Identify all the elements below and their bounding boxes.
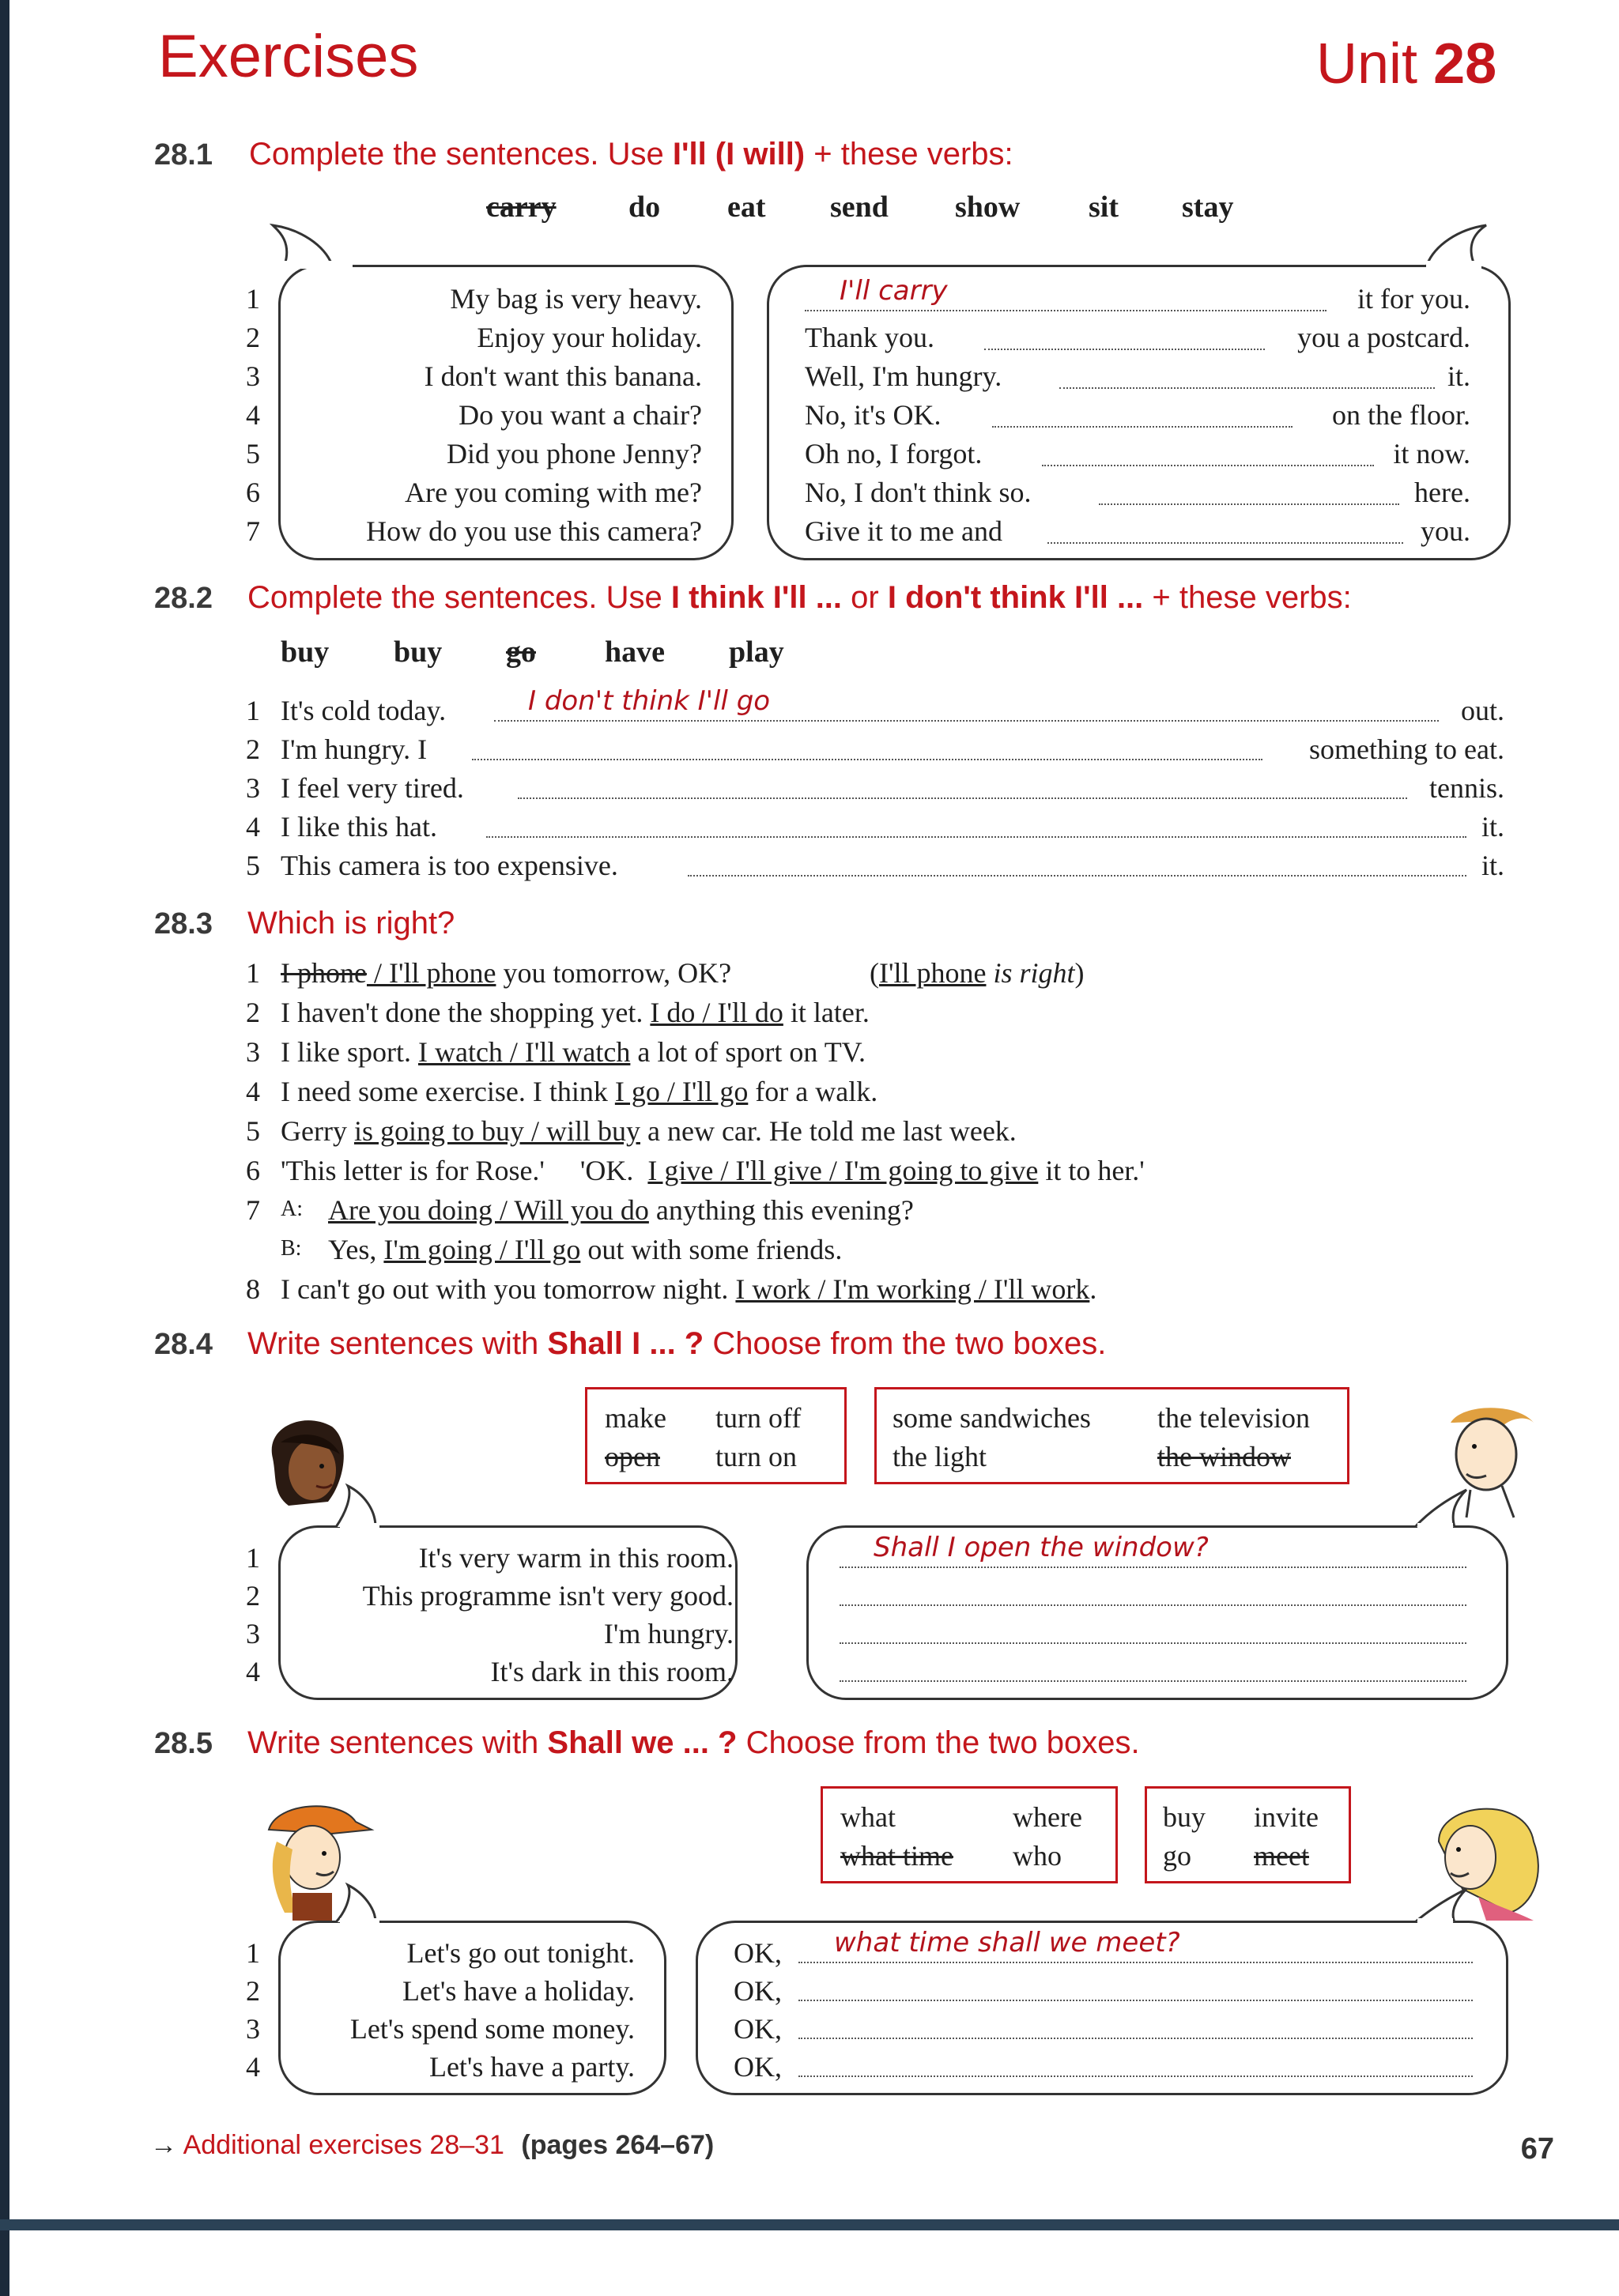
- additional-exercises-link[interactable]: [150, 2130, 714, 2161]
- item-number: 3: [246, 1036, 260, 1068]
- answer-line[interactable]: [798, 2075, 1473, 2077]
- page-edge-left: [0, 0, 9, 2296]
- ok-prefix: OK,: [734, 1937, 782, 1969]
- box-word: what: [840, 1801, 896, 1833]
- sentence-end: out.: [1460, 695, 1504, 726]
- verb-word: do: [628, 190, 661, 224]
- verb-word: play: [729, 635, 784, 669]
- response-start: No, I don't think so.: [805, 477, 1032, 508]
- ok-prefix: OK,: [734, 2051, 782, 2083]
- answer-line[interactable]: [486, 836, 1466, 838]
- response-end: on the floor.: [1332, 399, 1470, 431]
- sentence-end: it.: [1481, 811, 1504, 843]
- item-number: 5: [246, 850, 260, 881]
- speaker-label: A:: [281, 1197, 303, 1221]
- section-number-28-2: 28.2: [154, 582, 213, 615]
- response-end: it.: [1447, 360, 1470, 392]
- box-word: where: [1013, 1801, 1082, 1833]
- answer-line[interactable]: [840, 1604, 1466, 1606]
- item-number: 4: [246, 399, 260, 431]
- item-number: 7: [246, 515, 260, 547]
- answer-line[interactable]: [840, 1642, 1466, 1644]
- response-end: you.: [1421, 515, 1470, 547]
- choice-sentence: I need some exercise. I think I go / I'll go for a walk.: [281, 1076, 878, 1107]
- section-heading-28-2: Complete the sentences. Use I think I'll ... or I don't think I'll ... + these verbs:: [247, 580, 1352, 615]
- choice-sentence: I haven't done the shopping yet. I do / I'll do it later.: [281, 997, 870, 1028]
- item-number: 2: [246, 1580, 260, 1612]
- prompt-sentence: How do you use this camera?: [366, 515, 702, 547]
- item-number: 2: [246, 997, 260, 1028]
- example-answer: what time shall we meet?: [834, 1927, 1180, 1959]
- page-edge-bottom: [0, 2219, 1619, 2230]
- example-answer: I'll carry: [840, 275, 948, 307]
- verb-word: send: [830, 190, 889, 224]
- answer-line[interactable]: [518, 797, 1407, 799]
- section-heading-28-3: Which is right?: [247, 906, 455, 941]
- item-number: 1: [246, 1542, 260, 1574]
- word-box-questions: [821, 1786, 1118, 1883]
- speaker-label: B:: [281, 1236, 302, 1261]
- prompt-sentence: I'm hungry.: [603, 1618, 734, 1649]
- item-number: 6: [246, 477, 260, 508]
- answer-line[interactable]: [798, 1962, 1473, 1963]
- word-box-verbs: [1145, 1786, 1351, 1883]
- prompt-sentence: Let's go out tonight.: [406, 1937, 635, 1969]
- word-box-verbs: [585, 1387, 847, 1484]
- prompt-sentence: I'm hungry. I: [281, 733, 428, 765]
- item-number: 3: [246, 360, 260, 392]
- page-number: 67: [1520, 2132, 1554, 2166]
- item-number: 7: [246, 1194, 260, 1226]
- response-start: No, it's OK.: [805, 399, 942, 431]
- choice-sentence: I phone / I'll phone you tomorrow, OK?: [281, 957, 732, 989]
- page-title: Exercises: [158, 23, 419, 90]
- verb-word: buy: [281, 635, 330, 669]
- choice-sentence: Gerry is going to buy / will buy a new car. He told me last week.: [281, 1115, 1017, 1147]
- choice-option[interactable]: I watch / I'll watch: [417, 1036, 631, 1068]
- item-number: 2: [246, 322, 260, 353]
- item-number: 1: [246, 695, 260, 726]
- prompt-sentence: Let's spend some money.: [349, 2013, 635, 2045]
- item-number: 1: [246, 283, 260, 315]
- arrow-icon: →: [150, 2130, 177, 2160]
- answer-line[interactable]: [1059, 387, 1435, 389]
- sentence-end: it.: [1481, 850, 1504, 881]
- answer-line[interactable]: [1042, 465, 1374, 466]
- prompt-sentence: My bag is very heavy.: [450, 283, 702, 315]
- verb-word: sit: [1089, 190, 1119, 224]
- section-heading-28-5: Write sentences with Shall we ... ? Choose from the two boxes.: [247, 1725, 1140, 1760]
- word-box-objects: [874, 1387, 1349, 1484]
- prompt-sentence: Are you coming with me?: [405, 477, 702, 508]
- prompt-sentence: Enjoy your holiday.: [477, 322, 702, 353]
- choice-sentence: 'This letter is for Rose.' 'OK. I give / I'll give / I'm going to give it to her.': [281, 1155, 1145, 1186]
- choice-sentence: I like sport. I watch / I'll watch a lot of sport on TV.: [281, 1036, 866, 1068]
- answer-line[interactable]: [984, 349, 1265, 350]
- box-word: the light: [893, 1441, 987, 1472]
- verb-list-28-1: [486, 190, 1277, 229]
- choice-option[interactable]: I give / I'll give / I'm going to give: [647, 1155, 1039, 1186]
- item-number: 5: [246, 1115, 260, 1147]
- item-number: 5: [246, 438, 260, 469]
- choice-option[interactable]: Are you doing / Will you do: [328, 1194, 649, 1226]
- answer-line[interactable]: [1099, 503, 1399, 505]
- item-number: 2: [246, 733, 260, 765]
- item-number: 1: [246, 957, 260, 989]
- item-number: 3: [246, 772, 260, 804]
- prompt-sentence: I feel very tired.: [281, 772, 464, 804]
- prompt-sentence: Let's have a holiday.: [402, 1975, 635, 2007]
- choice-option[interactable]: I'm going / I'll go: [383, 1234, 581, 1265]
- section-heading-28-1: Complete the sentences. Use I'll (I will) + these verbs:: [249, 137, 1013, 172]
- section-number-28-3: 28.3: [154, 907, 213, 941]
- box-word: what time: [840, 1840, 953, 1872]
- unit-word: Unit: [1316, 32, 1418, 96]
- unit-label: [1316, 32, 1496, 96]
- answer-line[interactable]: [840, 1566, 1466, 1568]
- answer-line[interactable]: [472, 759, 1262, 760]
- box-word: the window: [1157, 1441, 1291, 1472]
- item-number: 4: [246, 811, 260, 843]
- verb-word: have: [605, 635, 665, 669]
- item-number: 2: [246, 1975, 260, 2007]
- box-word: open: [605, 1441, 660, 1472]
- sentence-end: something to eat.: [1309, 733, 1504, 765]
- item-number: 4: [246, 1076, 260, 1107]
- prompt-sentence: I like this hat.: [281, 811, 437, 843]
- answer-line[interactable]: [494, 720, 1439, 722]
- link-text: Additional exercises 28–31: [183, 2130, 504, 2160]
- box-word: buy: [1163, 1801, 1206, 1833]
- box-word: turn on: [715, 1441, 797, 1472]
- prompt-sentence: Did you phone Jenny?: [447, 438, 702, 469]
- response-start: Give it to me and: [805, 515, 1002, 547]
- answer-line[interactable]: [992, 426, 1293, 428]
- response-end: here.: [1414, 477, 1470, 508]
- verb-word: buy: [394, 635, 443, 669]
- verb-word: show: [955, 190, 1021, 224]
- answer-line[interactable]: [688, 875, 1466, 877]
- choice-sentence: Are you doing / Will you do anything this evening?: [328, 1194, 914, 1226]
- box-word: the television: [1157, 1402, 1310, 1434]
- box-word: make: [605, 1402, 666, 1434]
- ok-prefix: OK,: [734, 1975, 782, 2007]
- choice-option[interactable]: I go / I'll go: [614, 1076, 749, 1107]
- unit-number: 28: [1433, 32, 1497, 96]
- response-start: Well, I'm hungry.: [805, 360, 1002, 392]
- response-start: Oh no, I forgot.: [805, 438, 983, 469]
- prompt-sentence: Do you want a chair?: [459, 399, 702, 431]
- box-word: some sandwiches: [893, 1402, 1091, 1434]
- section-number-28-4: 28.4: [154, 1328, 213, 1361]
- ok-prefix: OK,: [734, 2013, 782, 2045]
- item-number: 1: [246, 1937, 260, 1969]
- choice-option[interactable]: I work / I'm working / I'll work: [735, 1273, 1090, 1305]
- verb-word: go: [506, 635, 536, 669]
- answer-line[interactable]: [805, 310, 1327, 311]
- prompt-sentence: I don't want this banana.: [424, 360, 702, 392]
- link-pages: (pages 264–67): [521, 2130, 715, 2160]
- answer-line[interactable]: [840, 1680, 1466, 1682]
- answer-note: (I'll phone is right): [870, 957, 1085, 989]
- section-number-28-1: 28.1: [154, 138, 213, 172]
- item-number: 8: [246, 1273, 260, 1305]
- verb-word: eat: [727, 190, 766, 224]
- example-answer: I don't think I'll go: [528, 685, 771, 717]
- box-word: who: [1013, 1840, 1062, 1872]
- example-answer: Shall I open the window?: [874, 1532, 1209, 1563]
- choice-option[interactable]: is going to buy / will buy: [353, 1115, 640, 1147]
- prompt-sentence: It's cold today.: [281, 695, 447, 726]
- item-number: 3: [246, 2013, 260, 2045]
- choice-sentence: I can't go out with you tomorrow night. I work / I'm working / I'll work.: [281, 1273, 1097, 1305]
- item-number: 6: [246, 1155, 260, 1186]
- item-number: 4: [246, 1656, 260, 1687]
- section-heading-28-4: Write sentences with Shall I ... ? Choose from the two boxes.: [247, 1326, 1107, 1361]
- answer-line[interactable]: [1047, 542, 1403, 544]
- answer-line[interactable]: [798, 2000, 1473, 2001]
- response-end: it for you.: [1357, 283, 1470, 315]
- box-word: meet: [1254, 1840, 1309, 1872]
- choice-sentence: Yes, I'm going / I'll go out with some friends.: [328, 1234, 843, 1265]
- prompt-sentence: This programme isn't very good.: [362, 1580, 734, 1612]
- box-word: invite: [1254, 1801, 1319, 1833]
- prompt-sentence: This camera is too expensive.: [281, 850, 618, 881]
- verb-word: stay: [1182, 190, 1234, 224]
- response-start: Thank you.: [805, 322, 934, 353]
- box-word: turn off: [715, 1402, 802, 1434]
- item-number: 4: [246, 2051, 260, 2083]
- answer-line[interactable]: [798, 2038, 1473, 2039]
- sentence-end: tennis.: [1429, 772, 1504, 804]
- choice-option[interactable]: I do / I'll do: [650, 997, 783, 1028]
- verb-list-28-2: [281, 635, 913, 674]
- prompt-sentence: It's dark in this room.: [490, 1656, 734, 1687]
- prompt-sentence: It's very warm in this room.: [418, 1542, 734, 1574]
- verb-word: carry: [486, 190, 557, 224]
- box-word: go: [1163, 1840, 1191, 1872]
- section-number-28-5: 28.5: [154, 1727, 213, 1760]
- item-number: 3: [246, 1618, 260, 1649]
- response-end: you a postcard.: [1297, 322, 1470, 353]
- response-end: it now.: [1393, 438, 1470, 469]
- prompt-sentence: Let's have a party.: [428, 2051, 635, 2083]
